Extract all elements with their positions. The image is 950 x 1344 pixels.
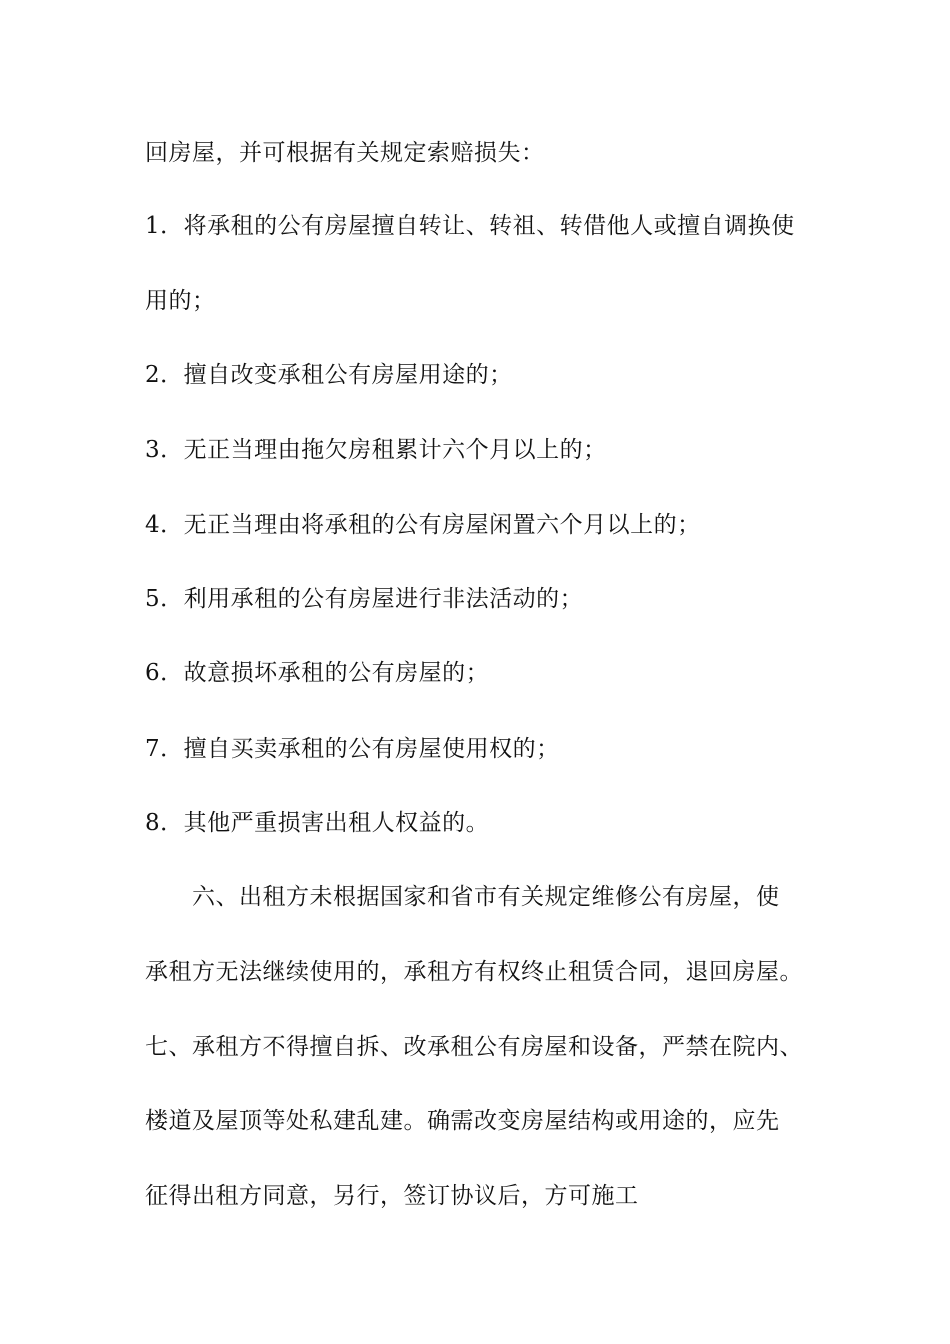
clause-seven: 七、承租方不得擅自拆、改承租公有房屋和设备，严禁在院内、 <box>145 1034 803 1060</box>
clause-seven-continuation-1: 楼道及屋顶等处私建乱建。确需改变房屋结构或用途的，应先 <box>145 1108 780 1134</box>
clause-six: 六、出租方未根据国家和省市有关规定维修公有房屋，使 <box>192 884 780 910</box>
list-item-8: 8．其他严重损害出租人权益的。 <box>145 810 490 836</box>
text-line-1: 回房屋，并可根据有关规定索赔损失： <box>145 140 545 166</box>
list-item-7: 7．擅自买卖承租的公有房屋使用权的； <box>145 736 560 762</box>
list-item-1-continuation: 用的； <box>145 288 216 314</box>
clause-seven-continuation-2: 征得出租方同意，另行，签订协议后，方可施工 <box>145 1183 639 1209</box>
list-item-3: 3．无正当理由拖欠房租累计六个月以上的； <box>145 437 607 463</box>
list-item-2: 2．擅自改变承租公有房屋用途的； <box>145 362 513 388</box>
list-item-5: 5．利用承租的公有房屋进行非法活动的； <box>145 586 584 612</box>
clause-six-continuation: 承租方无法继续使用的，承租方有权终止租赁合同，退回房屋。 <box>145 959 803 985</box>
list-item-4: 4．无正当理由将承租的公有房屋闲置六个月以上的； <box>145 512 701 538</box>
list-item-6: 6．故意损坏承租的公有房屋的； <box>145 660 490 686</box>
list-item-1: 1．将承租的公有房屋擅自转让、转祖、转借他人或擅自调换使 <box>145 213 795 239</box>
